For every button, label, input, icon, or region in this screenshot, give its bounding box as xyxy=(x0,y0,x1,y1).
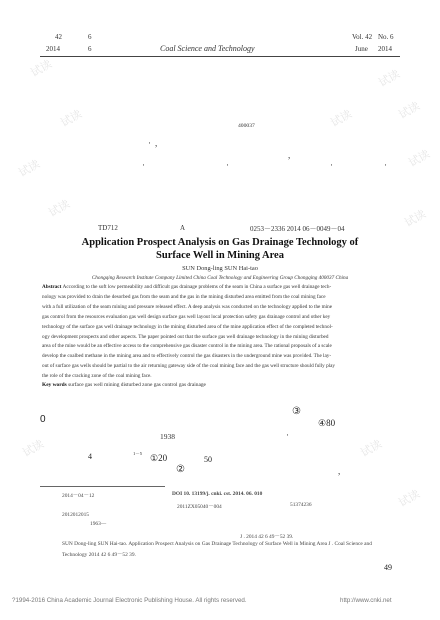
circled-marker-1: ①20 xyxy=(150,453,168,463)
fund-number: 2011ZX05040－004 xyxy=(177,504,222,510)
header-journal-name: Coal Science and Technology xyxy=(160,44,255,53)
abstract-line: develop the coalbed methane in the mining area and to effectively control the gas disasters in the underground mine was provided. The lay- xyxy=(42,353,332,360)
dot-mark: · xyxy=(384,160,387,170)
header-volume-right: Vol. 42 xyxy=(352,33,373,41)
body-number-50: 50 xyxy=(204,455,212,464)
header-number-left: 6 xyxy=(88,33,92,41)
watermark: 试读 xyxy=(358,437,385,460)
dot-mark: · xyxy=(286,430,289,440)
abstract-line: the role of the cracking zone of the coal mining face. xyxy=(42,373,152,380)
watermark: 试读 xyxy=(396,99,423,122)
abstract-label: Abstract xyxy=(42,284,62,290)
dot-mark: , xyxy=(155,138,158,148)
keywords: surface gas well mining disturbed zone gas control gas drainage xyxy=(68,382,206,388)
watermark: 试读 xyxy=(46,197,73,220)
circled-marker-4: ④80 xyxy=(318,418,336,428)
top-postcode: 400037 xyxy=(238,123,255,129)
header-year-left: 2014 xyxy=(46,45,60,53)
abstract xyxy=(42,283,400,382)
watermark: 试读 xyxy=(28,57,55,80)
paper-title-line-2: Surface Well in Mining Area xyxy=(156,250,284,261)
watermark: 试读 xyxy=(328,107,355,130)
dot-mark: · xyxy=(142,160,145,170)
citation-cn: J . 2014 42 6 49－52 39. xyxy=(240,534,294,540)
dot-mark: · xyxy=(226,160,229,170)
abstract-line: nology was provided to drain the desorbed gas from the seam and the gas in the mining disturbed area emitted from the coal mining face xyxy=(42,293,326,300)
watermark: 试读 xyxy=(58,107,85,130)
watermark: 试读 xyxy=(376,67,403,90)
header-rule xyxy=(40,56,400,57)
body-year: 1938 xyxy=(160,432,175,441)
body-number-4: 4 xyxy=(88,452,92,461)
author-birth-year: 1963— xyxy=(90,521,107,527)
circled-marker-2: ② xyxy=(176,464,185,475)
watermark: 试读 xyxy=(20,437,47,460)
abstract-line: area of the mine would be an effective access to the comprehensive gas disaster control in the mining area. The rational proposals of a scale xyxy=(42,343,332,350)
citation-en-line-2: Technology 2014 42 6 49－52 39. xyxy=(62,552,136,558)
watermark: 试读 xyxy=(396,487,423,510)
project-number: 2012012015 xyxy=(62,512,89,518)
circled-marker-3: ③ xyxy=(292,406,301,417)
abstract-line: gas control from the resources evaluation gas well design surface gas well layout local protection safety gas drainage control and other key xyxy=(42,313,331,320)
abstract-line: out of surface gas wells should be partial to the air returning gateway side of the coal mining face and the gas well structure should fully play xyxy=(42,363,336,370)
header-volume-left: 42 xyxy=(55,33,62,41)
received-date: 2014－04－12 xyxy=(62,493,95,499)
header-number-right: No. 6 xyxy=(378,33,394,41)
abstract-line: technology of the surface gas well drainage technology in the mining disturbed area of the mine application effect of the completed technol- xyxy=(42,323,333,330)
keywords-line xyxy=(42,382,206,388)
header-month-right: June xyxy=(355,45,368,53)
clc-code: TD712 xyxy=(98,224,118,232)
abstract-line: with a full utilization of the seam mining and pressure released effect. A deep analysis was conducted on the technology applied to the mine xyxy=(42,303,333,310)
watermark: 试读 xyxy=(16,157,43,180)
keywords-label: Key words xyxy=(42,382,67,388)
citation-en-line-1: SUN Dong-ling SUN Hai-tao. Application Prospect Analysis on Gas Drainage Technology of Surface Well in Mining Area J . Coal Science and xyxy=(62,541,372,547)
abstract-line: ogy development prospects and other aspects. The paper pointed out that the surface gas well drainage technology in the mining disturbed xyxy=(42,333,329,340)
abstract-line: Abstract According to the soft low permeability and difficult gas drainage problems of the seam in China a surface gas well drainage tech- xyxy=(42,284,332,290)
section-number: 0 xyxy=(40,414,46,425)
affiliation: Chongqing Research Institute Company Limited China Coal Technology and Engineering Group Chongqing 400037 China xyxy=(91,275,349,281)
paper-title-line-1: Application Prospect Analysis on Gas Drainage Technology of xyxy=(81,237,359,248)
dot-mark: · xyxy=(148,138,151,148)
copyright-footer: ?1994-2016 China Academic Journal Electronic Publishing House. All rights reserved. xyxy=(12,597,247,604)
dot-mark: , xyxy=(338,466,341,476)
dot-mark: · xyxy=(330,160,333,170)
watermark: 试读 xyxy=(406,147,433,170)
reference-superscript: 1－5 xyxy=(133,451,142,456)
page-number: 49 xyxy=(384,563,392,572)
header-year-right: 2014 xyxy=(378,45,392,53)
authors: SUN Dong-ling SUN Hai-tao xyxy=(182,265,258,272)
document-code: A xyxy=(180,224,186,232)
fund-number-2: 51374236 xyxy=(290,502,312,508)
footnote-rule xyxy=(40,486,165,487)
doi: DOI 10. 13199/j. cnki. cst. 2014. 06. 010 xyxy=(172,491,263,497)
watermark: 试读 xyxy=(402,207,429,230)
article-number: 0253－2336 2014 06－0049－04 xyxy=(250,225,345,233)
dot-mark: , xyxy=(288,150,291,160)
header-number-left-2: 6 xyxy=(88,45,92,53)
cnki-url[interactable]: http://www.cnki.net xyxy=(340,597,392,604)
